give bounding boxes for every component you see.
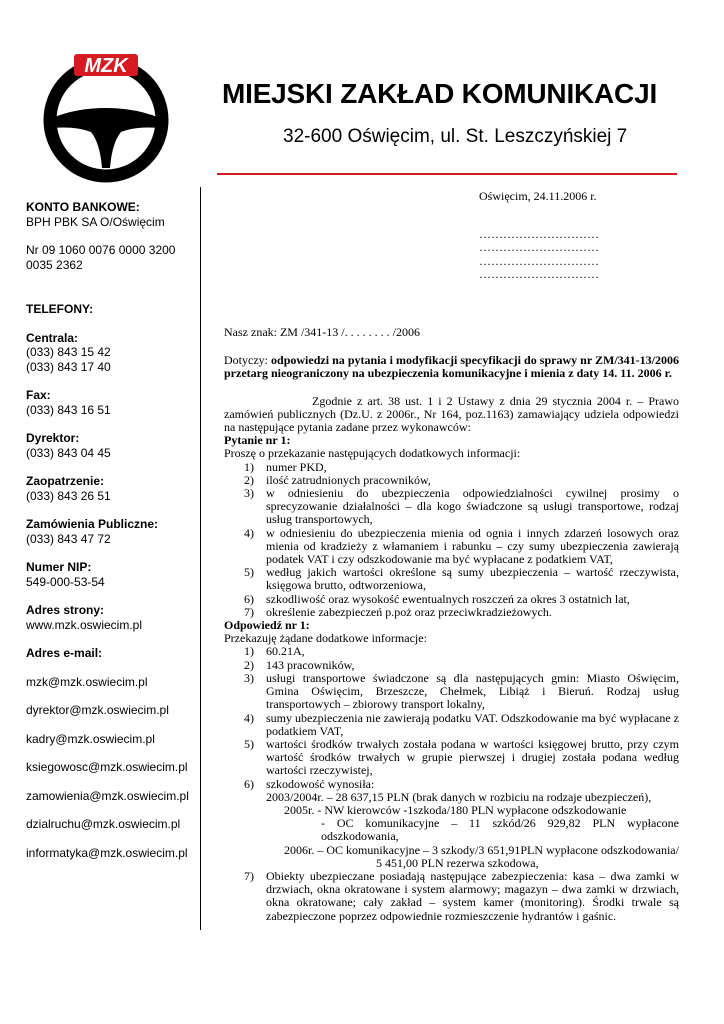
item-text: numer PKD, <box>266 459 327 474</box>
nip-section <box>26 560 201 589</box>
zaopatrzenie-phone: (033) 843 26 51 <box>26 488 111 503</box>
item-text: Obiekty ubezpieczane posiadają następujące zabezpieczenia: kasa – dwa zamki w drzwiach, okna okratowane i system alarmowy; magazyn – dwa zamki w drzwiach, okna okratowane; cały zakład – system kamer (monitoring). Środki trwale są zabezpieczone poprzez odpowiednie rozmieszczenie hydrantów i gaśnic. <box>266 868 679 923</box>
fax-number: (033) 843 16 51 <box>26 402 111 417</box>
recipient-line: ………………………… <box>479 253 599 268</box>
list-item <box>224 672 679 712</box>
email-link[interactable]: mzk@mzk.oswiecim.pl <box>26 674 148 689</box>
recipient-line: ………………………… <box>479 266 599 281</box>
list-item <box>224 606 679 619</box>
header-divider <box>217 173 677 175</box>
centrala-phone-2: (033) 843 17 40 <box>26 359 111 374</box>
phones-label: TELEFONY: <box>26 302 94 316</box>
email-link[interactable]: dzialruchu@mzk.oswiecim.pl <box>26 817 181 831</box>
question-1-list <box>224 461 679 619</box>
claims-detail-line: 5 451,00 PLN rezerwa szkodowa, <box>376 855 539 870</box>
item-number: 4) <box>244 525 254 540</box>
item-text: 143 pracowników, <box>266 657 355 672</box>
item-text: usługi transportowe świadczone są dla następujących gmin: Miasto Oświęcim, Gmina Oświęcim, Brzeszcze, Chełmek, Libiąż i Bieruń. Rodzaj usług transportowych – zbiorowy transport lokalny, <box>266 670 679 712</box>
zaopatrzenie-section <box>26 474 201 503</box>
email-label: Adres e-mail: <box>26 646 103 660</box>
centrala-phone-1: (033) 843 15 42 <box>26 345 111 359</box>
item-number: 3) <box>244 486 254 501</box>
claims-detail-line: 2006r. – OC komunikacyjne – 3 szkody/3 651,91PLN wypłacone odszkodowania/ <box>284 842 679 857</box>
zamowienia-section <box>26 517 201 546</box>
mzk-steering-wheel-logo <box>36 48 176 188</box>
item-text: wartości środków trwałych została podana w wartości księgowej brutto, przy czym wartość środków trwałych w grupie pierwszej i drugiej została podana według wartości rzeczywistej, <box>266 736 679 778</box>
list-item <box>224 870 679 923</box>
email-link[interactable]: zamowienia@mzk.oswiecim.pl <box>26 788 189 803</box>
list-item <box>224 487 679 527</box>
recipient-line: ………………………… <box>479 240 599 255</box>
item-number: 6) <box>244 591 254 606</box>
answer-1-lead: Przekazuję żądane dodatkowe informacje: <box>224 631 427 646</box>
list-item <box>224 712 679 738</box>
zamowienia-label: Zamówienia Publiczne: <box>26 517 159 531</box>
item-text: 60.21A, <box>266 644 305 659</box>
list-item <box>224 738 679 778</box>
email-link[interactable]: dyrektor@mzk.oswiecim.pl <box>26 703 169 717</box>
bank-label: KONTO BANKOWE: <box>26 200 140 214</box>
organization-name: MIEJSKI ZAKŁAD KOMUNIKACJI <box>222 78 658 109</box>
claims-detail-line: 2003/2004r. – 28 637,15 PLN (brak danych w rozbiciu na rodzaje ubezpieczeń), <box>266 789 652 804</box>
item-number: 5) <box>244 565 254 580</box>
contact-sidebar <box>26 200 201 860</box>
item-number: 1) <box>244 459 254 474</box>
logo-text: MZK <box>84 55 128 77</box>
reference-number: Nasz znak: ZM /341-13 /. . . . . . . . /2006 <box>224 325 420 340</box>
subject-text: odpowiedzi na pytania i modyfikacji specyfikacji do sprawy nr ZM/341-13/2006 przetarg nieograniczony na ubezpieczenia komunikacyjne i mienia z daty 14. 11. 2006 r. <box>224 353 679 381</box>
recipient-line: ………………………… <box>479 227 599 242</box>
claims-detail-line: - OC komunikacyjne – 11 szkód/26 929,82 PLN wypłacone odszkodowania, <box>321 816 679 844</box>
recipient-placeholder <box>479 228 679 281</box>
www-label: Adres strony: <box>26 603 105 617</box>
item-number: 5) <box>244 736 254 751</box>
account-line-2: 0035 2362 <box>26 257 83 272</box>
item-number: 4) <box>244 710 254 725</box>
item-text: szkodowość wynosiła: <box>266 776 375 791</box>
intro-paragraph: Zgodnie z art. 38 ust. 1 i 2 Ustawy z dnia 29 stycznia 2004 r. – Prawo zamówień publicznych (Dz.U. z 2006r., Nr 164, poz.1163) zamawiający udziela odpowiedzi na następujące pytania zadane przez wykonawców: <box>224 393 679 435</box>
organization-address: 32-600 Oświęcim, ul. St. Leszczyńskiej 7 <box>283 126 628 147</box>
nip-number: 549-000-53-54 <box>26 574 105 589</box>
phones-section <box>26 302 201 317</box>
claims-detail-line: 2005r. - NW kierowców -1szkoda/180 PLN wypłacone odszkodowanie <box>284 802 627 817</box>
item-text: sumy ubezpieczenia nie zawierają podatku VAT. Odszkodowanie ma być wypłacane z podatkiem VAT, <box>266 710 679 738</box>
nip-label: Numer NIP: <box>26 560 92 574</box>
item-number: 7) <box>244 868 254 883</box>
centrala-label: Centrala: <box>26 330 79 345</box>
fax-section <box>26 388 201 417</box>
letter-body <box>224 190 679 923</box>
list-item <box>224 566 679 592</box>
item-text: określenie zabezpieczeń p.poż oraz przeciwkradzieżowych. <box>266 604 552 619</box>
question-1-lead: Proszę o przekazanie następujących dodatkowych informacji: <box>224 446 521 461</box>
account-number <box>26 243 201 272</box>
account-line-1: Nr 09 1060 0076 0000 3200 <box>26 243 176 257</box>
item-number: 7) <box>244 604 254 619</box>
item-number: 2) <box>244 657 254 672</box>
bank-name: BPH PBK SA O/Oświęcim <box>26 214 165 229</box>
sidebar-divider <box>200 187 201 930</box>
email-section <box>26 646 201 661</box>
question-1-heading: Pytanie nr 1: <box>224 433 291 448</box>
list-item <box>224 778 679 870</box>
item-number: 1) <box>244 644 254 659</box>
www-link[interactable]: www.mzk.oswiecim.pl <box>26 617 143 632</box>
zaopatrzenie-label: Zaopatrzenie: <box>26 474 105 488</box>
item-number: 3) <box>244 670 254 685</box>
item-number: 2) <box>244 472 254 487</box>
email-link[interactable]: ksiegowosc@mzk.oswiecim.pl <box>26 760 188 774</box>
bank-section <box>26 200 201 229</box>
item-text: ilość zatrudnionych pracowników, <box>266 472 431 487</box>
item-number: 6) <box>244 776 254 791</box>
answer-1-list <box>224 645 679 922</box>
dyrektor-label: Dyrektor: <box>26 431 80 445</box>
item-text: szkodliwość oraz wysokość ewentualnych roszczeń za okres 3 ostatnich lat, <box>266 591 630 606</box>
email-link[interactable]: kadry@mzk.oswiecim.pl <box>26 731 155 746</box>
list-item <box>224 527 679 567</box>
item-text: w odniesieniu do ubezpieczenia odpowiedzialności cywilnej prosimy o sprecyzowanie działalności – dla kogo świadczone są usługi transportowe, rodzaj usług transportowych, <box>266 486 679 527</box>
subject-label: Dotyczy: <box>224 353 272 368</box>
centrala-section <box>26 331 201 375</box>
www-section <box>26 603 201 632</box>
zamowienia-phone: (033) 843 47 72 <box>26 531 111 546</box>
answer-1-heading: Odpowiedź nr 1: <box>224 618 310 633</box>
letter-date: Oświęcim, 24.11.2006 r. <box>479 189 597 203</box>
dyrektor-phone: (033) 843 04 45 <box>26 445 111 460</box>
email-link[interactable]: informatyka@mzk.oswiecim.pl <box>26 845 188 860</box>
letter-subject <box>224 354 679 380</box>
fax-label: Fax: <box>26 388 51 402</box>
dyrektor-section <box>26 431 201 460</box>
item-text: w odniesieniu do ubezpieczenia mienia od ognia i innych zdarzeń losowych oraz mienia od kradzieży z włamaniem i rabunku – czy sumy ubezpieczenia zawierają podatek VAT i czy odszkodowanie ma być wypłacane z podatkiem VAT, <box>266 525 679 567</box>
item-text: według jakich wartości określone są sumy ubezpieczenia – wartość rzeczywista, księgowa brutto, odtworzeniowa, <box>266 565 679 593</box>
